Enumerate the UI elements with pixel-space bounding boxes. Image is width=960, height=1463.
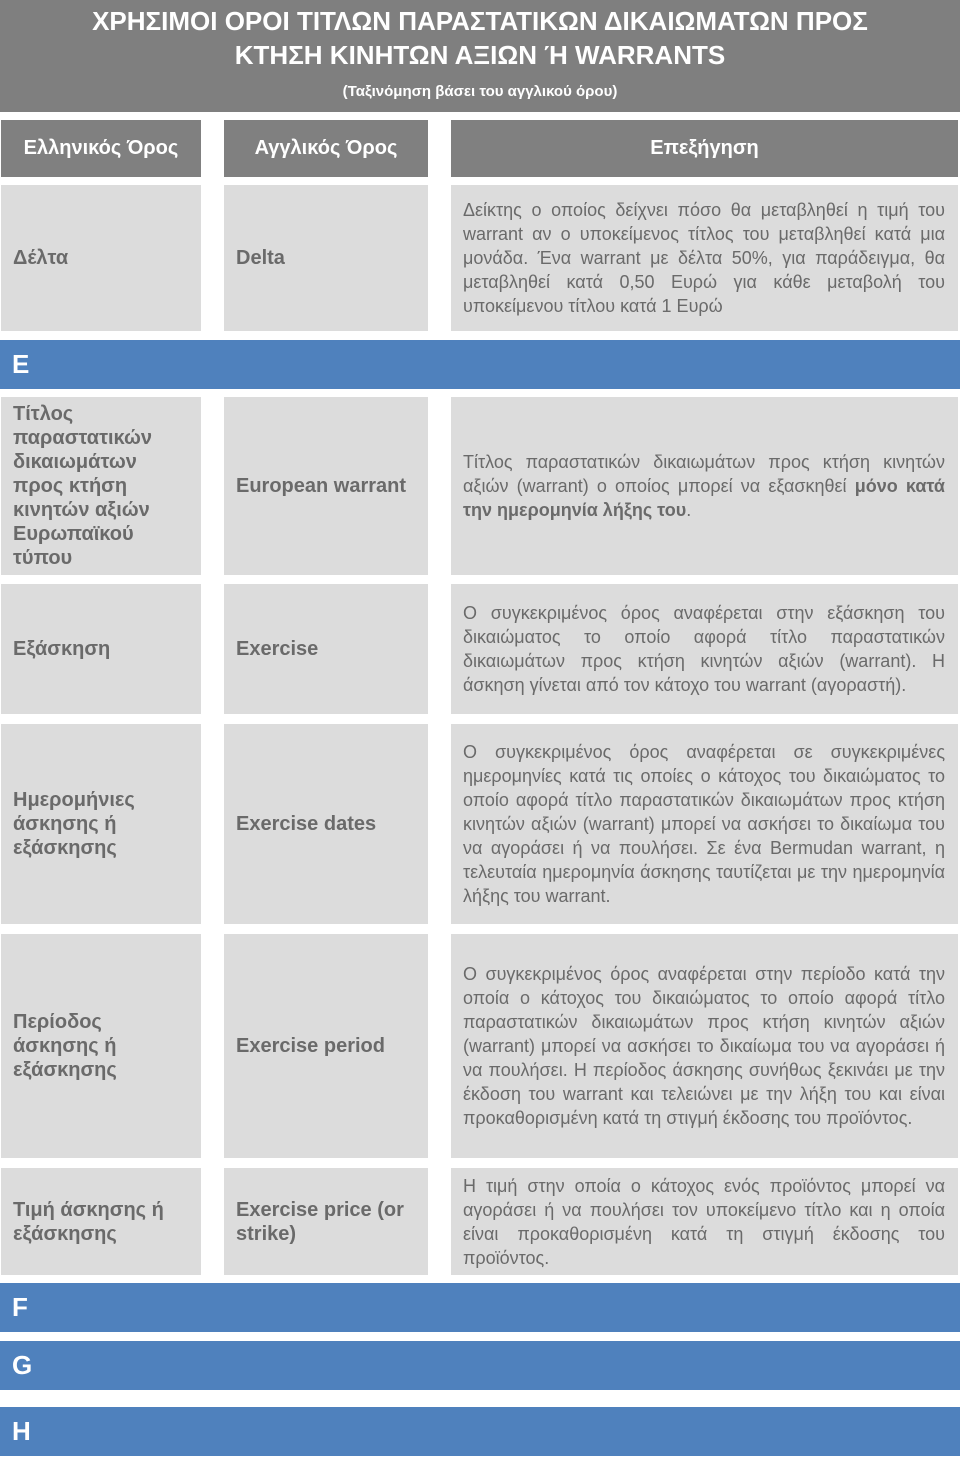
explanation-european-warrant-post: . xyxy=(686,500,692,520)
document-title-line-2: ΚΤΗΣΗ ΚΙΝΗΤΩΝ ΑΞΙΩΝ Ή WARRANTS xyxy=(234,40,726,70)
term-greek-european-warrant: Τίτλος παραστατικών δικαιωμάτων προς κτήση κινητών αξιών Ευρωπαϊκού τύπου xyxy=(1,397,201,575)
term-greek-exercise-dates: Ημερομήνιες άσκησης ή εξάσκησης xyxy=(1,724,201,924)
term-english-exercise-period: Exercise period xyxy=(224,934,428,1158)
term-english-exercise-price: Exercise price (or strike) xyxy=(224,1168,428,1275)
term-english-exercise: Exercise xyxy=(224,584,428,714)
explanation-exercise-dates xyxy=(451,724,958,924)
term-english-european-warrant: European warrant xyxy=(224,397,428,575)
explanation-exercise-price-text: Η τιμή στην οποία ο κάτοχος ενός προϊόντος μπορεί να αγοράσει ή να πουλήσει τον υποκείμενο τίτλο και η οποία είναι προκαθορισμένη κατά τη στιγμή έκδοσης του προϊόντος. xyxy=(463,1175,945,1268)
explanation-exercise-period-text: Ο συγκεκριμένος όρος αναφέρεται στην περίοδο κατά την οποία ο κάτοχος του δικαιώματος το οποίο αφορά τίτλο παραστατικών δικαιωμάτων προς κτήση κινητών αξιών (warrant) μπορεί να ασκήσει το δικαίωμα του να αγοράσει ή να πουλήσει. Η περίοδος άσκησης συνήθως ξεκινάει με την έκδοση του warrant και τελειώνει με την λήξη του και είναι προκαθορισμένη κατά τη στιγμή έκδοσης του προϊόντος. xyxy=(463,964,945,1128)
term-english-delta: Delta xyxy=(224,185,428,331)
header-explanation: Επεξήγηση xyxy=(451,120,958,177)
header-english-term: Αγγλικός Όρος xyxy=(224,120,428,177)
document-subtitle: (Ταξινόμηση βάσει του αγγλικού όρου) xyxy=(342,83,618,100)
explanation-european-warrant xyxy=(451,397,958,575)
explanation-exercise-period xyxy=(451,934,958,1158)
term-greek-exercise-price: Τιμή άσκησης ή εξάσκησης xyxy=(1,1168,201,1275)
section-letter-f: F xyxy=(0,1283,960,1332)
explanation-exercise-dates-text: Ο συγκεκριμένος όρος αναφέρεται σε συγκεκριμένες ημερομηνίες κατά τις οποίες ο κάτοχος του δικαιώματος το οποίο αφορά τίτλο παραστατικών δικαιωμάτων προς κτήση κινητών αξιών (warrant) μπορεί να ασκήσει το δικαίωμα του να αγοράσει ή να πουλήσει. Σε ένα Bermudan warrant, η τελευταία ημερομηνία άσκησης ταυτίζεται με την ημερομηνία λήξης του warrant. xyxy=(463,742,945,906)
header-greek-term: Ελληνικός Όρος xyxy=(1,120,201,177)
section-letter-g: G xyxy=(0,1341,960,1390)
section-letter-e: E xyxy=(0,340,960,389)
explanation-european-warrant-bold: μόνο κατά την ημερομηνία λήξης του xyxy=(463,476,945,520)
term-greek-exercise: Εξάσκηση xyxy=(1,584,201,714)
document-title-block xyxy=(0,0,960,112)
section-letter-h: H xyxy=(0,1407,960,1456)
explanation-exercise xyxy=(451,584,958,714)
explanation-delta xyxy=(451,185,958,331)
explanation-exercise-text: Ο συγκεκριμένος όρος αναφέρεται στην εξάσκηση του δικαιώματος το οποίο αφορά τίτλο παραστατικών δικαιωμάτων προς κτήση κινητών αξιών (warrant). Η άσκηση γίνεται από τον κάτοχο του warrant (αγοραστή). xyxy=(463,603,945,695)
explanation-european-warrant-text xyxy=(463,450,945,522)
term-english-exercise-dates: Exercise dates xyxy=(224,724,428,924)
term-greek-delta: Δέλτα xyxy=(1,185,201,331)
explanation-delta-text: Δείκτης ο οποίος δείχνει πόσο θα μεταβληθεί η τιμή του warrant αν ο υποκείμενος τίτλος του μεταβληθεί κατά μια μονάδα. Ένα warrant με δέλτα 50%, για παράδειγμα, θα μεταβληθεί κατά 0,50 Ευρώ για κάθε μεταβολή του υποκείμενου τίτλου κατά 1 Ευρώ xyxy=(463,200,945,316)
term-greek-exercise-period: Περίοδος άσκησης ή εξάσκησης xyxy=(1,934,201,1158)
explanation-exercise-price xyxy=(451,1168,958,1275)
explanation-european-warrant-pre: Τίτλος παραστατικών δικαιωμάτων προς κτήση κινητών αξιών (warrant) ο οποίος μπορεί να εξασκηθεί xyxy=(463,452,945,496)
document-title-line-1: ΧΡΗΣΙΜΟΙ ΟΡΟΙ ΤΙΤΛΩΝ ΠΑΡΑΣΤΑΤΙΚΩΝ ΔΙΚΑΙΩΜΑΤΩΝ ΠΡΟΣ xyxy=(92,6,868,36)
